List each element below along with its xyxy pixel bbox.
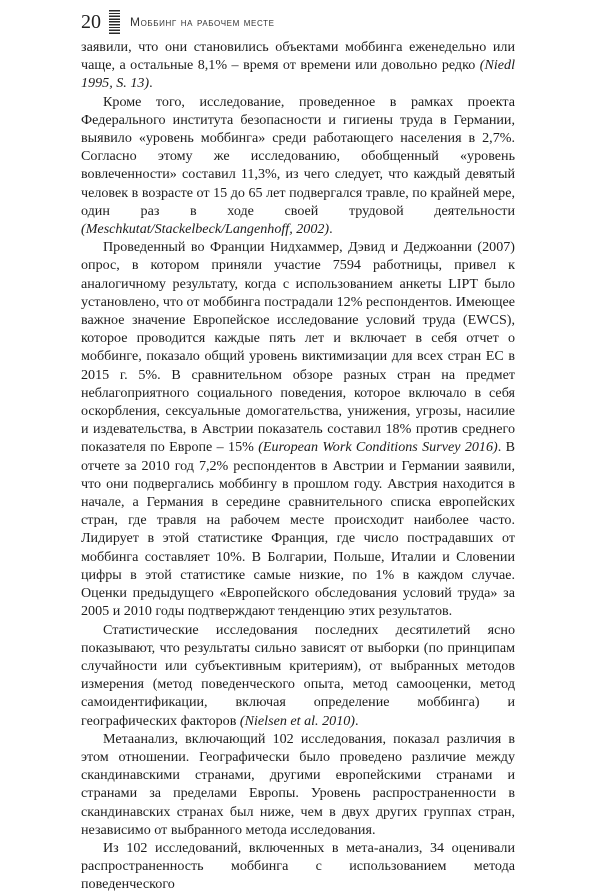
citation: (Nielsen et al. 2010) bbox=[239, 712, 355, 729]
body-text bbox=[81, 38, 515, 894]
running-title: Моббинг на рабочем месте bbox=[130, 15, 275, 29]
paragraph-tail: . bbox=[149, 75, 153, 92]
striped-bar-icon bbox=[109, 10, 120, 34]
paragraph-text: заявили, что они становились объектами моббинга еженедельно или чаще, а остальные 8,1% – время от времени или довольно редко bbox=[81, 39, 515, 74]
paragraph-1 bbox=[81, 38, 515, 93]
paragraph-text: Кроме того, исследование, проведенное в рамках проекта Федерального института безопасности и гигиены труда в Германии, выявило «уровень моббинга» среди работающего населения в 2,7%. Согласно этому же исследованию, обобщенный «уровень вовлеченности» составил 11,3%, из чего следует, что каждый девятый человек в возрасте от 15 до 65 лет подвергался травле, по крайней мере, один раз в ходе своей трудовой деятельности bbox=[81, 93, 515, 219]
paragraph-tail: . bbox=[329, 221, 333, 238]
paragraph-5 bbox=[81, 730, 515, 839]
page-number: 20 bbox=[81, 10, 101, 33]
paragraph-2 bbox=[81, 93, 515, 239]
paragraph-text: Проведенный во Франции Нидхаммер, Дэвид и Деджоанни (2007) опрос, в котором приняли участие 7594 работницы, привел к аналогичному результату, когда с использованием анкеты LIPT было установлено, что от моббинга пострадали 12% респондентов. Имеющее важное значение Европейское исследование условий труда (EWCS), которое проводится каждые пять лет и включает в себя отчет о моббинге, показало общий уровень виктимизации для всех стран ЕС в 2015 г. 5%. В сравнительном обзоре разных стран на предмет неблагоприятного социального поведения, которое включало в себя оскорбления, сексуальные домогательства, унижения, угрозы, насилие и издевательства, в Австрии показатель составил 18% против среднего показателя по Европе – 15% bbox=[81, 239, 515, 456]
paragraph-3 bbox=[81, 238, 515, 620]
paragraph-4 bbox=[81, 621, 515, 730]
citation: (European Work Conditions Survey 2016) bbox=[258, 439, 498, 456]
page-header bbox=[81, 9, 275, 35]
paragraph-text: Метаанализ, включающий 102 исследования, показал различия в этом отношении. Географически было проведено различие между скандинавскими странами, другими европейскими странами и странами за пределами Европы. Уровень распространенности в скандинавских странах был ниже, чем в двух других группах стран, независимо от выбранного метода исследования. bbox=[81, 730, 515, 838]
paragraph-text: Статистические исследования последних десятилетий ясно показывают, что результаты сильно зависят от выборки (по принципам случайности или субъективным критериям), от выбранных методов измерения (метод поведенческого опыта, метод самооценки, метод самоидентификации, включая определение моббинга) и географических факторов bbox=[81, 621, 515, 729]
citation: (Niedl 1995, S. 13) bbox=[81, 57, 515, 92]
paragraph-tail: . bbox=[354, 712, 359, 729]
paragraph-text: Из 102 исследований, включенных в мета-анализ, 34 оценивали распространенность моббинга с использованием метода поведенческого bbox=[81, 839, 515, 893]
paragraph-tail: . В отчете за 2010 год 7,2% респондентов в Австрии и Германии заявили, что они подвергались моббингу в прошлом году. Австрия находится в начале, а Германия в середине сравнительного списка европейских стран, где травля на рабочем месте происходит наиболее часто. Лидирует в этой статистике Франция, где число пострадавших от моббинга составляет 10%. В Болгарии, Польше, Италии и Словении цифры в этой статистике самые низкие, по 1% в каждом случае. Оценки предыдущего «Европейского обследования условий труда» за 2005 и 2010 годы подтверждают тенденцию этих результатов. bbox=[81, 439, 515, 620]
citation: (Meschkutat/Stackelbeck/Langenhoff, 2002) bbox=[81, 221, 330, 238]
paragraph-6 bbox=[81, 839, 515, 894]
